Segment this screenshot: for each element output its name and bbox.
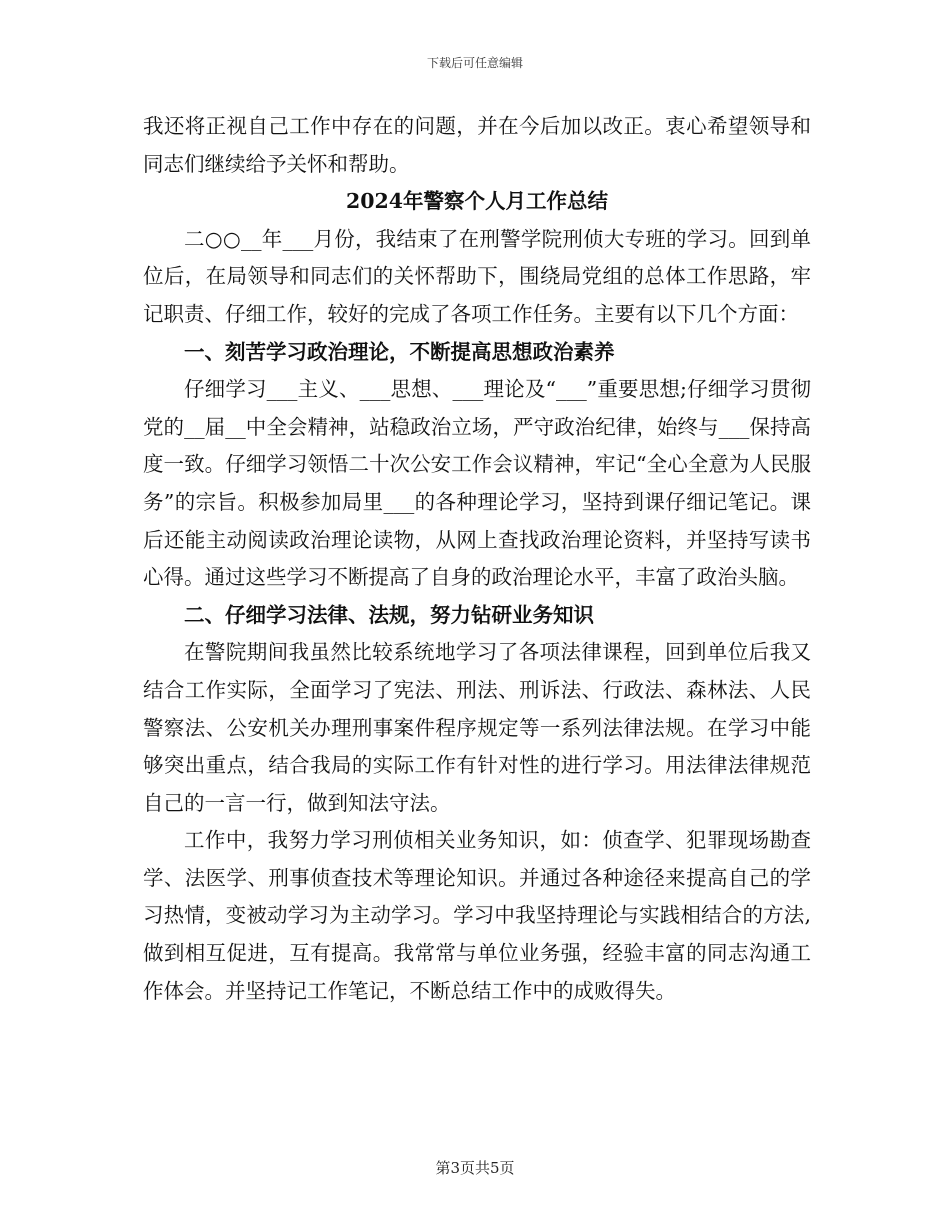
document-title: 2024年警察个人月工作总结 — [345, 189, 609, 214]
intro-paragraph: 我还将正视自己工作中存在的问题，并在今后加以改正。衷心希望领导和同志们继续给予关怀和帮助。 — [143, 114, 811, 176]
page-header-note: 下载后可任意编辑 — [426, 56, 523, 70]
section-2-heading: 二、仔细学习法律、法规，努力钻研业务知识 — [184, 602, 594, 627]
section-1-paragraph: 仔细学习___主义、___思想、___理论及“___”重要思想;仔细学习贯彻党的__届__中全会精神，站稳政治立场，严守政治纪律，始终与___保持高度一致。仔细学习领悟二十次公安工作会议精神，牢记“全心全意为人民服务”的宗旨。积极参加局里___的各种理论学习，坚持到课仔细记笔记。课后还能主动阅读政治理论读物，从网上查找政治理论资料，并坚持写读书心得。通过这些学习不断提高了自身的政治理论水平，丰富了政治头脑。 — [143, 377, 811, 590]
page-number-footer: 第3页共5页 — [435, 1159, 515, 1177]
section-1-heading: 一、刻苦学习政治理论，不断提高思想政治素养 — [184, 339, 615, 364]
document-body — [143, 108, 811, 1010]
opening-paragraph: 二○○__年___月份，我结束了在刑警学院刑侦大专班的学习。回到单位后，在局领导和同志们的关怀帮助下，围绕局党组的总体工作思路，牢记职责、仔细工作，较好的完成了各项工作任务。主要有以下几个方面： — [143, 226, 811, 326]
section-2-paragraph-2: 工作中，我努力学习刑侦相关业务知识，如：侦查学、犯罪现场勘查学、法医学、刑事侦查技术等理论知识。并通过各种途径来提高自己的学习热情，变被动学习为主动学习。学习中我坚持理论与实践相结合的方法,做到相互促进，互有提高。我常常与单位业务强，经验丰富的同志沟通工作体会。并坚持记工作笔记，不断总结工作中的成败得失。 — [143, 828, 811, 1003]
section-2-paragraph-1: 在警院期间我虽然比较系统地学习了各项法律课程，回到单位后我又结合工作实际，全面学习了宪法、刑法、刑诉法、行政法、森林法、人民警察法、公安机关办理刑事案件程序规定等一系列法律法规。在学习中能够突出重点，结合我局的实际工作有针对性的进行学习。用法律法律规范自己的一言一行，做到知法守法。 — [143, 640, 811, 815]
